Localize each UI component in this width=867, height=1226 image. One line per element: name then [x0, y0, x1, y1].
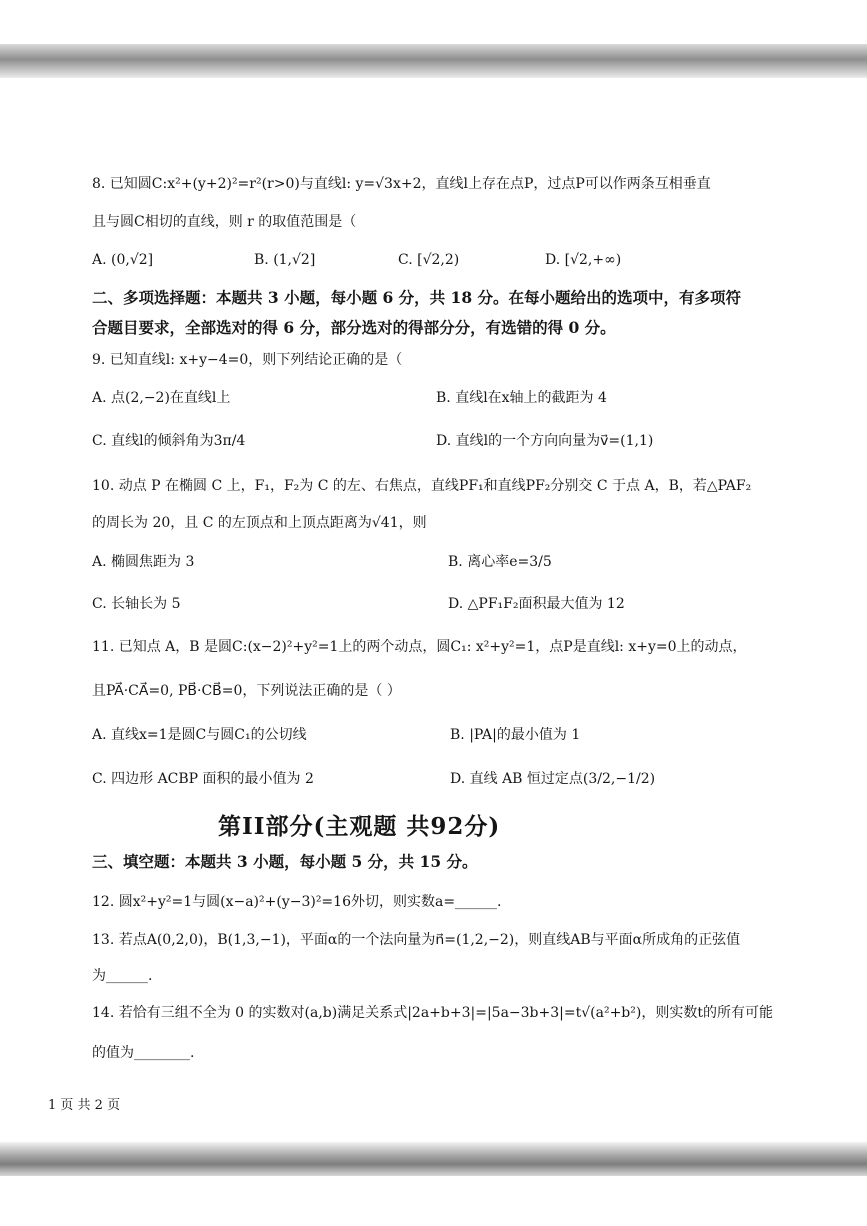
q9-stem: 9. 已知直线l: x+y−4=0，则下列结论正确的是（ — [92, 352, 403, 368]
q8-option-c: C. [√2,2) — [398, 252, 460, 268]
q9-option-c: C. 直线l的倾斜角为3π/4 — [92, 433, 246, 449]
q11-option-d: D. 直线 AB 恒过定点(3/2,−1/2) — [450, 771, 656, 787]
q8-stem-line2: 且与圆C相切的直线，则 r 的取值范围是（ — [92, 214, 357, 230]
q10-option-d: D. △PF₁F₂面积最大值为 12 — [448, 596, 625, 612]
scan-shadow-top — [0, 44, 867, 78]
q12-stem: 12. 圆x²+y²=1与圆(x−a)²+(y−3)²=16外切，则实数a=______. — [92, 894, 502, 910]
q10-stem-line2: 的周长为 20，且 C 的左顶点和上顶点距离为√41，则 — [92, 515, 427, 531]
q8-option-d: D. [√2,+∞) — [545, 252, 622, 268]
q14-stem-line1: 14. 若恰有三组不全为 0 的实数对(a,b)满足关系式|2a+b+3|=|5a−3b+3|=t√(a²+b²)，则实数t的所有可能 — [92, 1005, 773, 1021]
section3-heading: 三、填空题：本题共 3 小题，每小题 5 分，共 15 分。 — [92, 852, 478, 871]
page-footer: 1 页 共 2 页 — [48, 1098, 121, 1113]
q11-option-b: B. |PA|的最小值为 1 — [450, 727, 581, 743]
q14-stem-line2: 的值为________. — [92, 1045, 195, 1061]
q9-option-b: B. 直线l在x轴上的截距为 4 — [436, 390, 607, 406]
section2-heading-line1: 二、多项选择题：本题共 3 小题，每小题 6 分，共 18 分。在每小题给出的选项中，有多项符 — [92, 288, 742, 307]
q10-option-a: A. 椭圆焦距为 3 — [92, 554, 195, 570]
q11-stem-line2: 且PA⃗·CA⃗=0, PB⃗·CB⃗=0，下列说法正确的是（ ） — [92, 683, 401, 699]
q11-stem-line1: 11. 已知点 A，B 是圆C:(x−2)²+y²=1上的两个动点，圆C₁: x²+y²=1，点P是直线l: x+y=0上的动点， — [92, 639, 747, 655]
q10-stem-line1: 10. 动点 P 在椭圆 C 上，F₁，F₂为 C 的左、右焦点，直线PF₁和直线PF₂分别交 C 于点 A，B，若△PAF₂ — [92, 478, 752, 494]
scan-shadow-bottom — [0, 1142, 867, 1176]
q13-stem-line1: 13. 若点A(0,2,0)，B(1,3,−1)，平面α的一个法向量为n⃗=(1,2,−2)，则直线AB与平面α所成角的正弦值 — [92, 932, 741, 948]
q8-stem-line1: 8. 已知圆C:x²+(y+2)²=r²(r>0)与直线l: y=√3x+2，直线l上存在点P，过点P可以作两条互相垂直 — [92, 176, 711, 192]
q8-option-b: B. (1,√2] — [254, 252, 316, 268]
part2-title: 第II部分(主观题 共92分) — [218, 813, 501, 840]
q13-stem-line2: 为______. — [92, 968, 153, 984]
q8-option-a: A. (0,√2] — [92, 252, 154, 268]
q9-option-a: A. 点(2,−2)在直线l上 — [92, 390, 231, 406]
q10-option-b: B. 离心率e=3/5 — [448, 554, 552, 570]
q10-option-c: C. 长轴长为 5 — [92, 596, 181, 612]
q9-option-d: D. 直线l的一个方向向量为v⃗=(1,1) — [436, 433, 654, 449]
section2-heading-line2: 合题目要求，全部选对的得 6 分，部分选对的得部分分，有选错的得 0 分。 — [92, 318, 616, 337]
q11-option-a: A. 直线x=1是圆C与圆C₁的公切线 — [92, 727, 307, 743]
q11-option-c: C. 四边形 ACBP 面积的最小值为 2 — [92, 771, 314, 787]
